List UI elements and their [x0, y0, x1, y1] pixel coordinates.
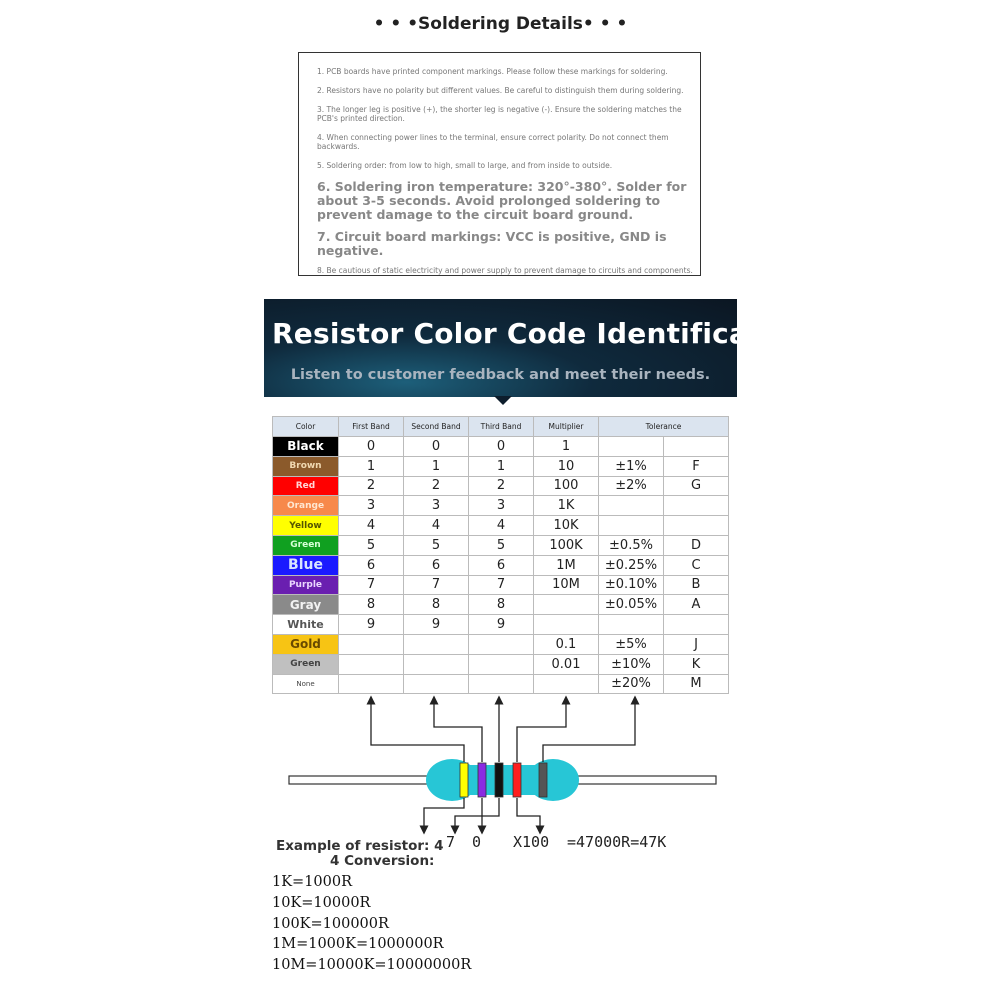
note-8: 8. Be cautious of static electricity and power supply to prevent damage to circuits and components.	[317, 266, 693, 275]
third-band-cell: 7	[469, 575, 534, 595]
first-band-cell: 2	[339, 476, 404, 496]
first-band-cell: 7	[339, 575, 404, 595]
tolerance-code-cell: F	[664, 456, 729, 476]
color-swatch-cell: Gray	[273, 595, 339, 615]
conversion-line: 10M=10000K=10000000R	[272, 957, 472, 973]
tolerance-code-cell: M	[664, 674, 729, 694]
first-band-cell: 0	[339, 437, 404, 457]
second-band-cell: 7	[404, 575, 469, 595]
tolerance-code-cell: J	[664, 634, 729, 654]
second-band-cell: 2	[404, 476, 469, 496]
multiplier-cell: 100	[534, 476, 599, 496]
note-3: 3. The longer leg is positive (+), the shorter leg is negative (-). Ensure the soldering matches the PCB's printed direction.	[317, 105, 682, 123]
note-1: 1. PCB boards have printed component markings. Please follow these markings for soldering.	[317, 67, 668, 76]
resistor-band	[460, 763, 468, 797]
multiplier-cell: 1K	[534, 496, 599, 516]
tolerance-code-cell: B	[664, 575, 729, 595]
header-tolerance: Tolerance	[599, 417, 729, 437]
multiplier-cell: 0.1	[534, 634, 599, 654]
conversion-line: 1K=1000R	[272, 874, 353, 890]
first-band-cell: 6	[339, 555, 404, 575]
multiplier-cell: 10	[534, 456, 599, 476]
tolerance-cell: ±5%	[599, 634, 664, 654]
header-second-band: Second Band	[404, 417, 469, 437]
color-swatch-cell: None	[273, 674, 339, 694]
color-swatch-cell: Black	[273, 437, 339, 457]
tolerance-code-cell: A	[664, 595, 729, 615]
tolerance-cell: ±0.25%	[599, 555, 664, 575]
readout-multiplier: X100	[513, 833, 550, 851]
third-band-cell: 3	[469, 496, 534, 516]
tolerance-cell: ±0.05%	[599, 595, 664, 615]
color-swatch-cell: Brown	[273, 456, 339, 476]
second-band-cell: 0	[404, 437, 469, 457]
tolerance-code-cell: C	[664, 555, 729, 575]
multiplier-cell: 1	[534, 437, 599, 457]
tolerance-cell: ±2%	[599, 476, 664, 496]
third-band-cell: 5	[469, 535, 534, 555]
readout-digit-2: 0	[472, 833, 482, 851]
banner-title: Resistor Color Code Identification	[272, 317, 811, 350]
color-swatch-cell: Green	[273, 654, 339, 674]
note-7: 7. Circuit board markings: VCC is positive, GND is negative.	[317, 229, 667, 258]
note-6: 6. Soldering iron temperature: 320°-380°. Solder for about 3-5 seconds. Avoid prolonged soldering to prevent damage to the circuit board ground.	[317, 179, 687, 222]
tolerance-code-cell: K	[664, 654, 729, 674]
tolerance-cell: ±20%	[599, 674, 664, 694]
third-band-cell: 4	[469, 516, 534, 536]
color-swatch-cell: White	[273, 615, 339, 635]
multiplier-cell: 1M	[534, 555, 599, 575]
conversion-line: 10K=10000R	[272, 895, 371, 911]
header-third-band: Third Band	[469, 417, 534, 437]
multiplier-cell: 10M	[534, 575, 599, 595]
color-swatch-cell: Purple	[273, 575, 339, 595]
color-swatch-cell: Green	[273, 535, 339, 555]
tolerance-code-cell: D	[664, 535, 729, 555]
first-band-cell: 8	[339, 595, 404, 615]
tolerance-cell: ±10%	[599, 654, 664, 674]
note-5: 5. Soldering order: from low to high, small to large, and from inside to outside.	[317, 161, 613, 170]
third-band-cell: 0	[469, 437, 534, 457]
resistor-band	[495, 763, 503, 797]
second-band-cell: 3	[404, 496, 469, 516]
conversion-line: 100K=100000R	[272, 916, 389, 932]
example-label: Example of resistor: 4	[276, 838, 444, 854]
second-band-cell: 4	[404, 516, 469, 536]
header-first-band: First Band	[339, 417, 404, 437]
tolerance-cell: ±0.10%	[599, 575, 664, 595]
multiplier-cell: 0.01	[534, 654, 599, 674]
third-band-cell: 2	[469, 476, 534, 496]
first-band-cell: 5	[339, 535, 404, 555]
first-band-cell: 9	[339, 615, 404, 635]
note-4: 4. When connecting power lines to the terminal, ensure correct polarity. Do not connect them backwards.	[317, 133, 669, 151]
tolerance-cell: ±0.5%	[599, 535, 664, 555]
second-band-cell: 8	[404, 595, 469, 615]
header-multiplier: Multiplier	[534, 417, 599, 437]
third-band-cell: 9	[469, 615, 534, 635]
second-band-cell: 1	[404, 456, 469, 476]
first-band-cell: 3	[339, 496, 404, 516]
third-band-cell: 1	[469, 456, 534, 476]
page-title: • • •Soldering Details• • •	[373, 14, 628, 34]
second-band-cell: 5	[404, 535, 469, 555]
color-swatch-cell: Gold	[273, 634, 339, 654]
tolerance-code-cell: G	[664, 476, 729, 496]
color-swatch-cell: Blue	[273, 555, 339, 575]
resistor-band	[539, 763, 547, 797]
header-color: Color	[273, 417, 339, 437]
resistor-band	[478, 763, 486, 797]
readout-digit-1: 7	[446, 833, 456, 851]
banner-subtitle: Listen to customer feedback and meet their needs.	[290, 367, 711, 383]
tolerance-cell: ±1%	[599, 456, 664, 476]
color-swatch-cell: Red	[273, 476, 339, 496]
readout-result: =47000R=47K	[567, 833, 667, 851]
resistor-band	[513, 763, 521, 797]
second-band-cell: 6	[404, 555, 469, 575]
multiplier-cell: 10K	[534, 516, 599, 536]
color-swatch-cell: Orange	[273, 496, 339, 516]
color-swatch-cell: Yellow	[273, 516, 339, 536]
multiplier-cell: 100K	[534, 535, 599, 555]
first-band-cell: 4	[339, 516, 404, 536]
note-2: 2. Resistors have no polarity but different values. Be careful to distinguish them during soldering.	[317, 86, 684, 95]
conversion-line: 1M=1000K=1000000R	[272, 936, 444, 952]
third-band-cell: 8	[469, 595, 534, 615]
conversion-label: 4 Conversion:	[330, 853, 435, 869]
third-band-cell: 6	[469, 555, 534, 575]
second-band-cell: 9	[404, 615, 469, 635]
first-band-cell: 1	[339, 456, 404, 476]
